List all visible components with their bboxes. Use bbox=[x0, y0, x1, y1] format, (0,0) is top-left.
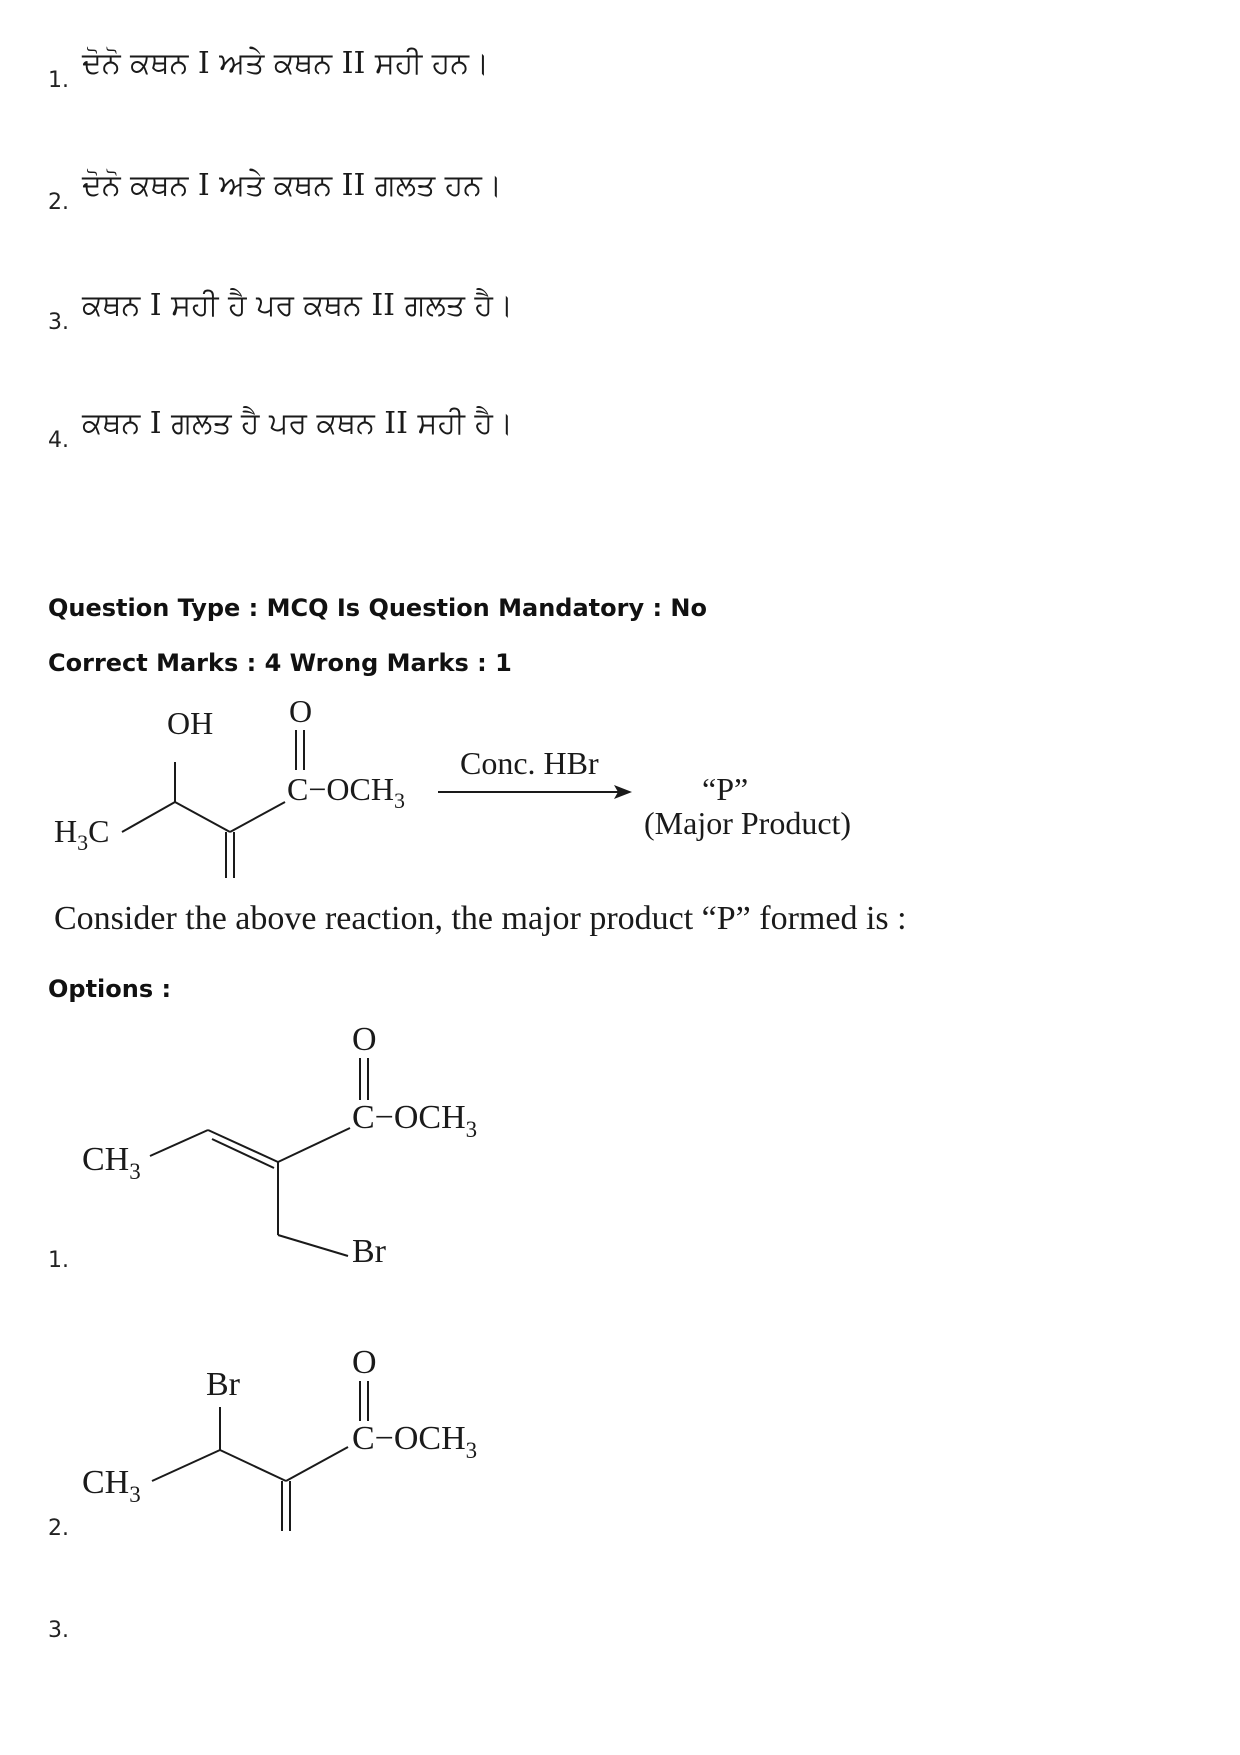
bond-ch3-ch bbox=[122, 802, 175, 832]
prev-option-1-text: ਦੋਨੋ ਕਥਨ I ਅਤੇ ਕਥਨ II ਸਹੀ ਹਨ। bbox=[82, 46, 490, 81]
reaction-scheme bbox=[40, 690, 940, 890]
bond-ch-c-double-2 bbox=[212, 1139, 274, 1168]
option-2-number: 2. bbox=[48, 1516, 69, 1541]
option-3-number: 3. bbox=[48, 1618, 69, 1643]
prev-option-1-number: 1. bbox=[48, 68, 69, 93]
product-label: “P” bbox=[702, 771, 749, 807]
bond-c-carbonyl bbox=[286, 1447, 348, 1481]
prev-option-3-number: 3. bbox=[48, 310, 69, 335]
prev-option-2-text: ਦੋਨੋ ਕਥਨ I ਅਤੇ ਕਥਨ II ਗਲਤ ਹਨ। bbox=[82, 168, 503, 203]
prev-option-2-number: 2. bbox=[48, 190, 69, 215]
option-1-structure bbox=[60, 1010, 560, 1270]
bond-ch3-ch bbox=[152, 1450, 220, 1481]
bond-ch-c bbox=[175, 802, 230, 832]
bond-ch-c-double-1 bbox=[208, 1130, 278, 1162]
bond-ch2-br bbox=[278, 1235, 348, 1256]
option-1-number: 1. bbox=[48, 1248, 69, 1273]
question-type-line: Question Type : MCQ Is Question Mandatory : No bbox=[48, 594, 707, 622]
carbonyl-o-label: O bbox=[289, 693, 313, 729]
marks-line: Correct Marks : 4 Wrong Marks : 1 bbox=[48, 649, 512, 677]
bond-c-carbonyl bbox=[230, 802, 285, 832]
bond-ch-c bbox=[220, 1450, 286, 1481]
c-och3-label: $C-OCH_3$ bbox=[287, 771, 405, 813]
options-label: Options : bbox=[48, 975, 172, 1003]
oh-label: OH bbox=[167, 705, 214, 741]
option-2-structure bbox=[60, 1335, 560, 1535]
bond-ch3-ch bbox=[150, 1130, 208, 1156]
option-1-br: Br bbox=[352, 1233, 386, 1270]
option-2-c-och3: $C-OCH_3$ bbox=[352, 1420, 478, 1463]
option-1-ch3: $CH_3$ bbox=[82, 1141, 141, 1184]
option-2-o: O bbox=[352, 1344, 377, 1381]
prev-option-4-number: 4. bbox=[48, 428, 69, 453]
question-text: Consider the above reaction, the major product “P” formed is : bbox=[54, 900, 907, 937]
option-2-ch3: $CH_3$ bbox=[82, 1464, 141, 1507]
option-1-c-och3: $C-OCH_3$ bbox=[352, 1099, 478, 1142]
option-2-br: Br bbox=[206, 1366, 240, 1403]
major-product-label: (Major Product) bbox=[644, 805, 852, 841]
option-1-o: O bbox=[352, 1021, 377, 1058]
reagent-label: Conc. HBr bbox=[460, 745, 599, 781]
prev-option-4-text: ਕਥਨ I ਗਲਤ ਹੈ ਪਰ ਕਥਨ II ਸਹੀ ਹੈ। bbox=[82, 406, 514, 441]
prev-option-3-text: ਕਥਨ I ਸਹੀ ਹੈ ਪਰ ਕਥਨ II ਗਲਤ ਹੈ। bbox=[82, 288, 514, 323]
h3c-label: $H_3C$ bbox=[54, 813, 110, 855]
bond-c-carbonyl bbox=[278, 1128, 350, 1162]
